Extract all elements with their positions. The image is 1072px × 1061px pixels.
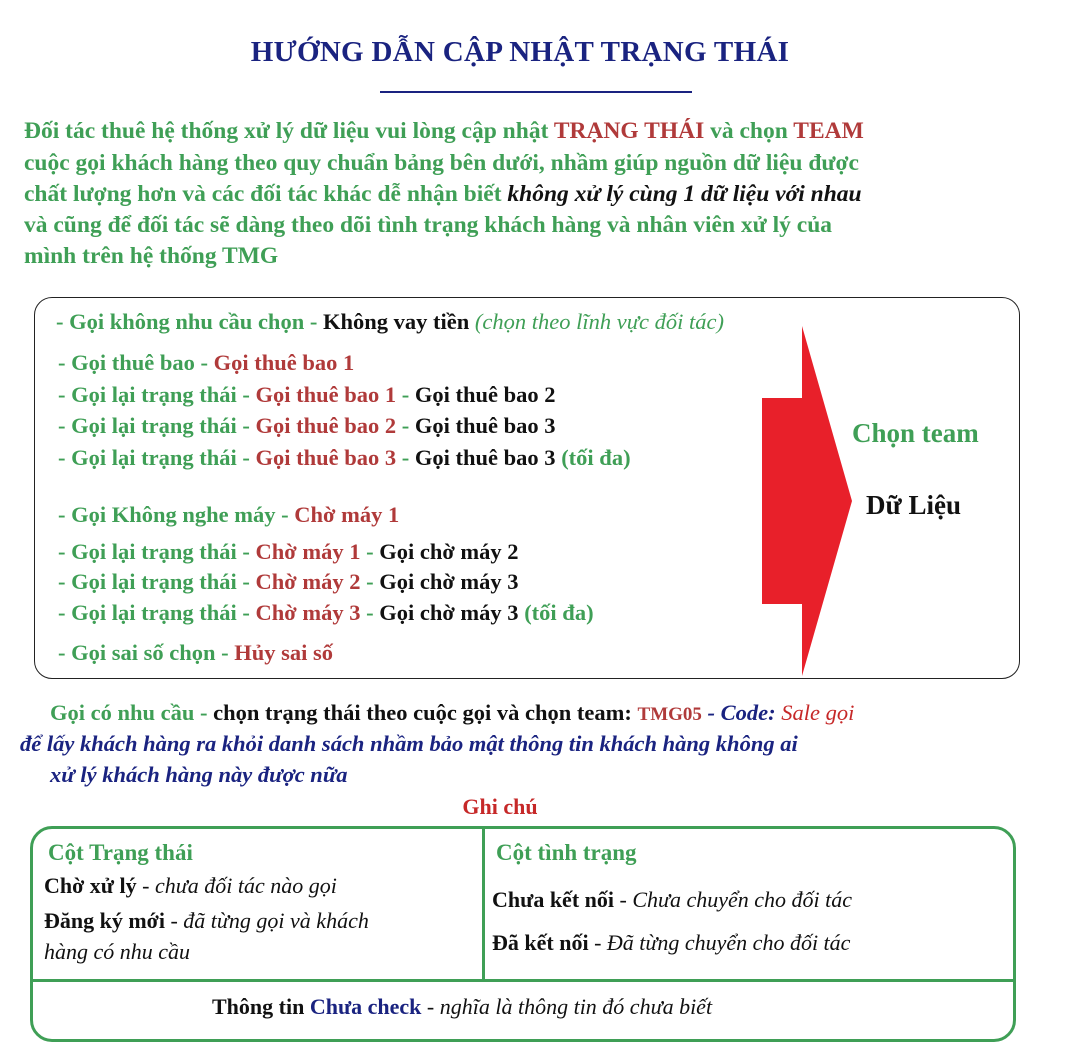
rule-condition: - Gọi lại trạng thái - — [58, 413, 256, 438]
status-rule-row — [58, 445, 631, 471]
status-rule-row — [58, 502, 399, 528]
rule-status: Gọi thuê bao 3 — [255, 445, 397, 470]
rule-status: Gọi thuê bao 1 — [255, 382, 397, 407]
intro-highlight-status: TRẠNG THÁI — [553, 118, 705, 144]
status-rule-row — [58, 640, 333, 666]
rule-condition: - Gọi sai số chọn - — [58, 640, 235, 665]
rule-separator: - — [360, 539, 380, 564]
intro-line-3 — [24, 181, 862, 208]
status-rule-row — [56, 309, 724, 335]
status-rule-row — [58, 350, 354, 376]
notes-vertical-divider — [482, 828, 485, 980]
status-rule-row — [58, 569, 519, 595]
rule-condition: - Gọi lại trạng thái - — [58, 445, 256, 470]
note-term: Thông tin — [212, 994, 310, 1019]
intro-highlight-team: TEAM — [793, 118, 864, 144]
intro-line-2: cuộc gọi khách hàng theo quy chuẩn bảng bên dưới, nhầm giúp nguồn dữ liệu được — [24, 150, 859, 176]
code-value: Sale gọi — [781, 700, 855, 725]
status-rule-row — [58, 413, 556, 439]
intro-line-5: mình trên hệ thống TMG — [24, 243, 279, 269]
rule-condition: - Gọi thuê bao - — [58, 350, 214, 375]
rule-next-status: Gọi thuê bao 3 — [414, 445, 556, 470]
status-column-heading: Cột Trạng thái — [48, 840, 193, 865]
rule-separator: - — [360, 569, 380, 594]
condition-column-heading: Cột tình trạng — [496, 840, 637, 865]
rule-separator: - — [396, 445, 415, 470]
need-instruction: chọn trạng thái theo cuộc gọi và chọn team: — [213, 700, 638, 725]
note-item — [492, 887, 852, 913]
unchecked-note — [212, 994, 712, 1020]
rule-status: Gọi thuê bao 2 — [255, 413, 397, 438]
title-underline — [380, 91, 692, 93]
note-term: Chưa kết nối — [492, 887, 614, 912]
rule-max-note: (tối đa) — [555, 445, 631, 470]
rule-status: Gọi thuê bao 1 — [213, 350, 355, 375]
need-line-2: để lấy khách hàng ra khỏi danh sách nhầm bảo mật thông tin khách hàng không ai — [20, 731, 798, 756]
intro-text: chất lượng hơn và các đối tác khác dễ nhận biết — [24, 181, 508, 207]
intro-line-1 — [24, 118, 864, 145]
note-definition: - Đã từng chuyển cho đối tác — [588, 930, 851, 955]
note-definition: - Chưa chuyển cho đối tác — [614, 887, 853, 912]
intro-text: Đối tác thuê hệ thống xử lý dữ liệu vui lòng cập nhật — [24, 118, 554, 144]
status-rule-row — [58, 382, 556, 408]
intro-text: và chọn — [704, 118, 794, 144]
rule-status: Chờ máy 1 — [294, 502, 400, 527]
rule-separator: - — [396, 382, 415, 407]
rule-status: Chờ máy 3 — [255, 600, 361, 625]
right-arrow-icon — [762, 326, 852, 676]
need-separator: - — [194, 700, 214, 725]
note-term: Chờ xử lý — [44, 873, 137, 898]
note-highlight: Chưa check — [309, 994, 422, 1019]
rule-max-note: (tối đa) — [518, 600, 594, 625]
rule-next-status: Gọi chờ máy 3 — [379, 569, 519, 594]
need-condition: Gọi có nhu cầu — [50, 700, 195, 725]
intro-line-4: và cũng để đối tác sẽ dàng theo dõi tình trạng khách hàng và nhân viên xử lý của — [24, 212, 833, 238]
choose-team-label: Chọn team — [852, 418, 979, 448]
rule-condition: - Gọi không nhu cầu chọn - — [56, 309, 323, 334]
note-term: Đăng ký mới — [44, 908, 165, 933]
note-definition: - đã từng gọi và khách — [164, 908, 369, 933]
note-definition-continued: hàng có nhu cầu — [44, 939, 191, 964]
notes-title: Ghi chú — [462, 794, 538, 819]
rule-condition: - Gọi lại trạng thái - — [58, 382, 256, 407]
status-rule-row — [58, 539, 519, 565]
need-line-3: xử lý khách hàng này được nữa — [50, 762, 348, 787]
rule-next-status: Gọi thuê bao 2 — [414, 382, 556, 407]
rule-separator: - — [396, 413, 415, 438]
rule-condition: - Gọi Không nghe máy - — [58, 502, 295, 527]
rule-note: (chọn theo lĩnh vực đối tác) — [469, 309, 724, 334]
rule-next-status: Gọi chờ máy 2 — [379, 539, 519, 564]
data-team-label: Dữ Liệu — [866, 490, 961, 520]
note-item — [44, 908, 369, 934]
rule-condition: - Gọi lại trạng thái - — [58, 569, 256, 594]
note-term: Đã kết nối — [492, 930, 589, 955]
note-definition: - nghĩa là thông tin đó chưa biết — [421, 994, 713, 1019]
team-code: TMG05 — [637, 704, 702, 725]
rule-status: Chờ máy 1 — [255, 539, 361, 564]
rule-condition: - Gọi lại trạng thái - — [58, 539, 256, 564]
code-label: - Code: — [701, 700, 782, 725]
intro-emphasis: không xử lý cùng 1 dữ liệu với nhau — [507, 181, 862, 207]
rule-value: Không vay tiền — [322, 309, 470, 334]
rule-status: Hủy sai số — [234, 640, 334, 665]
note-definition: - chưa đối tác nào gọi — [136, 873, 337, 898]
note-item — [44, 873, 337, 899]
note-item — [492, 930, 850, 956]
notes-horizontal-divider — [32, 979, 1014, 982]
status-rule-row — [58, 600, 594, 626]
rule-condition: - Gọi lại trạng thái - — [58, 600, 256, 625]
rule-status: Chờ máy 2 — [255, 569, 361, 594]
rule-next-status: Gọi chờ máy 3 — [379, 600, 519, 625]
page-title: HƯỚNG DẪN CẬP NHẬT TRẠNG THÁI — [250, 36, 790, 68]
rule-separator: - — [360, 600, 380, 625]
rule-next-status: Gọi thuê bao 3 — [414, 413, 556, 438]
need-line-1 — [50, 700, 854, 726]
